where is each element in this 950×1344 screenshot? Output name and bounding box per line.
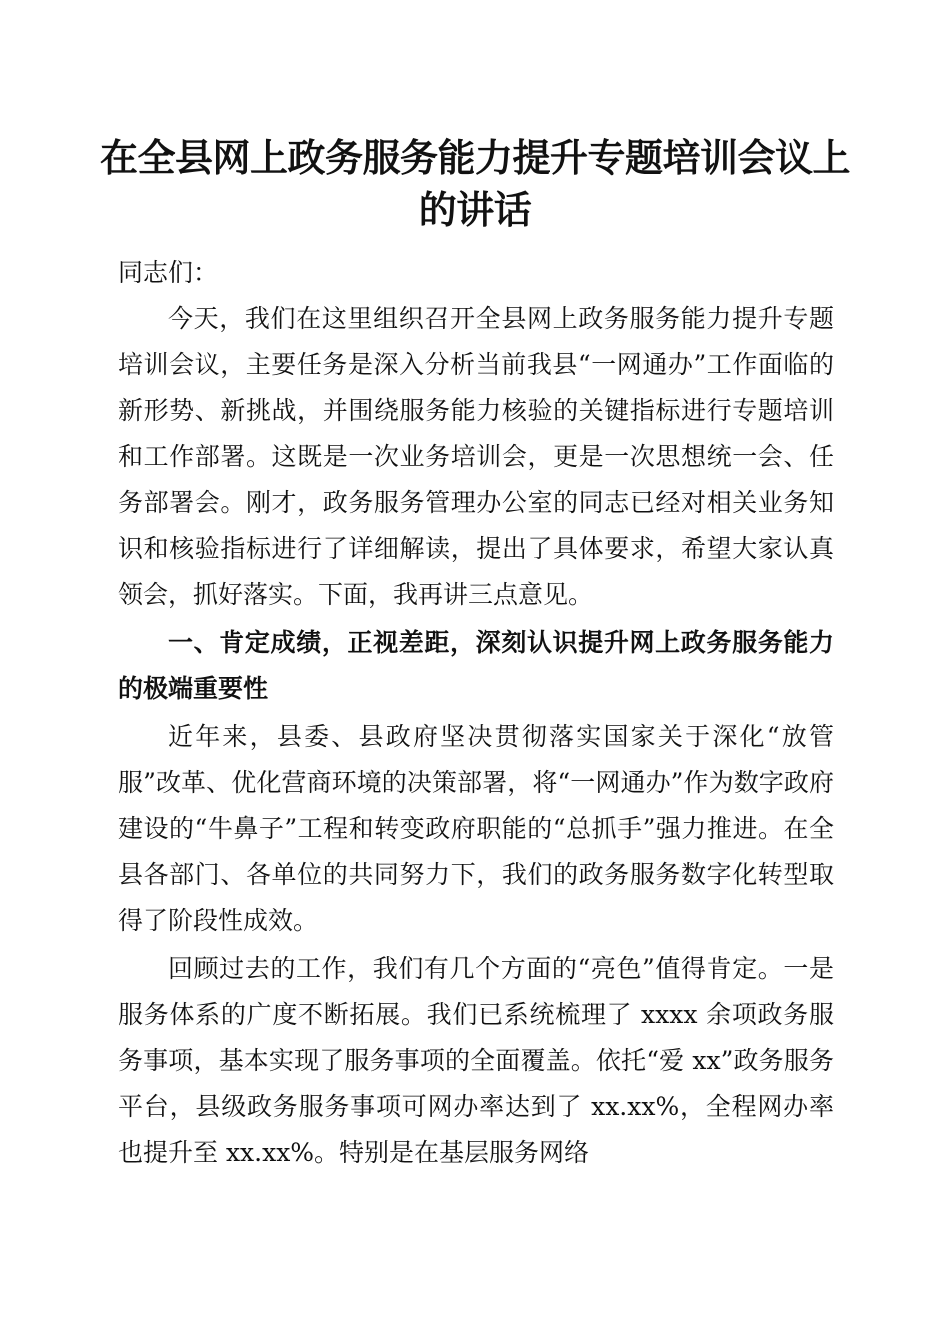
document-title: 在全县网上政务服务能力提升专题培训会议上的讲话: [100, 135, 851, 232]
opening-paragraph: 今天，我们在这里组织召开全县网上政务服务能力提升专题培训会议，主要任务是深入分析当前我县“一网通办”工作面临的新形势、新挑战，并围绕服务能力核验的关键指标进行专题培训和工作部署。这既是一次业务培训会，更是一次思想统一会、任务部署会。刚才，政务服务管理办公室的同志已经对相关业务知识和核验指标进行了详细解读，提出了具体要求，希望大家认真领会，抓好落实。下面，我再讲三点意见。: [118, 304, 834, 609]
section-1-paragraph-2: 回顾过去的工作，我们有几个方面的“亮色”值得肯定。一是服务体系的广度不断拓展。我们已系统梳理了 xxxx 余项政务服务事项，基本实现了服务事项的全面覆盖。依托“爱 xx”政务服务平台，县级政务服务事项可网办率达到了 xx.xx%，全程网办率也提升至 xx.xx%。特别是在基层服务网络: [118, 954, 834, 1167]
section-1-paragraph-1: 近年来，县委、县政府坚决贯彻落实国家关于深化“放管服”改革、优化营商环境的决策部署，将“一网通办”作为数字政府建设的“牛鼻子”工程和转变政府职能的“总抓手”强力推进。在全县各部门、各单位的共同努力下，我们的政务服务数字化转型取得了阶段性成效。: [118, 722, 834, 935]
section-heading-1: 一、肯定成绩，正视差距，深刻认识提升网上政务服务能力的极端重要性: [118, 628, 834, 703]
document-body: [118, 250, 834, 1176]
salutation: 同志们：: [118, 258, 219, 287]
